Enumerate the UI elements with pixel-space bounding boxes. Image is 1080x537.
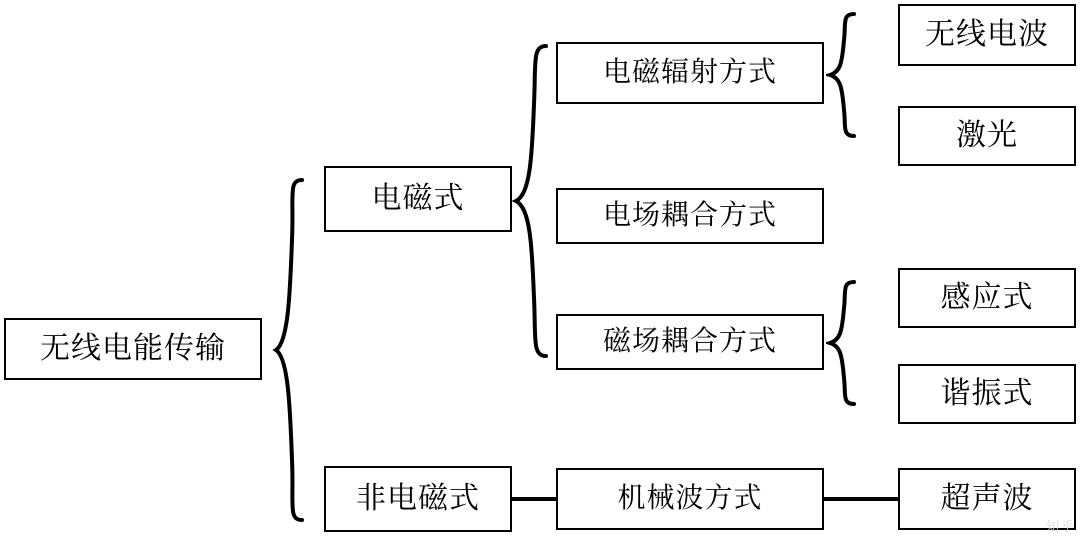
node-level3-1-label: 激光 <box>956 119 1018 152</box>
node-root <box>4 318 262 380</box>
brace-radiation <box>826 10 858 140</box>
node-level1-1 <box>324 466 512 532</box>
connector-nonem-to-mechanical <box>512 497 558 501</box>
node-root-label: 无线电能传输 <box>40 332 226 365</box>
node-level2-0-label: 电磁辐射方式 <box>602 57 777 88</box>
watermark: 知乎 <box>1045 519 1076 534</box>
brace-electromagnetic <box>512 42 550 360</box>
node-level2-2 <box>556 314 824 370</box>
node-level1-1-label: 非电磁式 <box>356 482 480 515</box>
node-level2-1 <box>556 188 824 244</box>
node-level2-2-label: 磁场耦合方式 <box>602 326 777 357</box>
node-level2-3-label: 机械波方式 <box>617 483 763 514</box>
node-level1-0-label: 电磁式 <box>371 182 465 215</box>
node-level3-1 <box>898 106 1076 166</box>
node-level3-0-label: 无线电波 <box>925 18 1049 51</box>
brace-root <box>272 176 306 524</box>
node-level3-2-label: 感应式 <box>940 281 1034 314</box>
node-level3-3 <box>898 364 1076 424</box>
node-level2-1-label: 电场耦合方式 <box>602 200 777 231</box>
node-level1-0 <box>324 166 512 232</box>
node-level3-4-label: 超声波 <box>940 482 1034 515</box>
node-level2-0 <box>556 42 824 104</box>
node-level3-3-label: 谐振式 <box>940 377 1034 410</box>
node-level3-0 <box>898 4 1076 66</box>
node-level3-2 <box>898 268 1076 328</box>
node-level2-3 <box>556 468 824 530</box>
connector-mechanical-to-ultrasonic <box>824 497 900 501</box>
brace-magnetic-coupling <box>826 278 858 408</box>
